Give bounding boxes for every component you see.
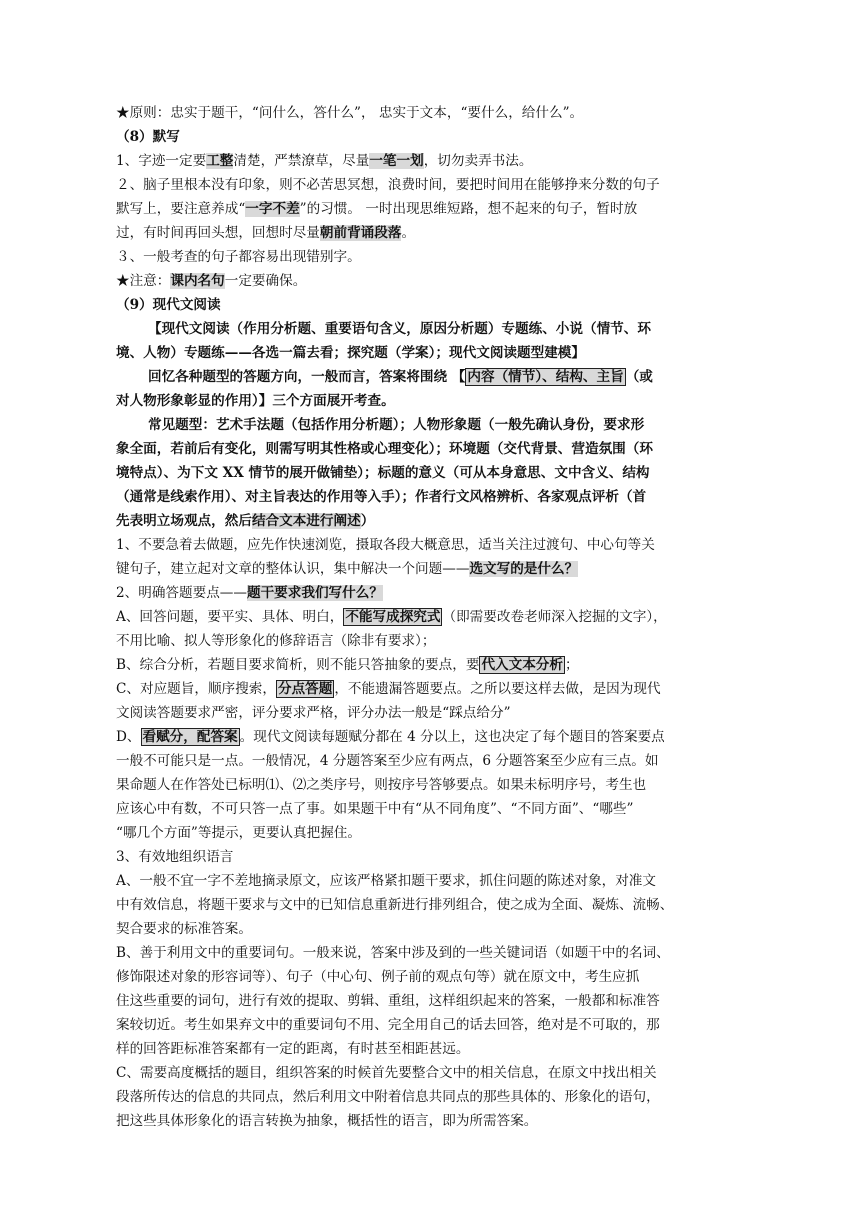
paragraph-line	[116, 175, 660, 195]
text: 【现代文阅读（作用分析题、重要语句含义，原因分析题）专题练、小说（情节、环	[148, 321, 651, 337]
section-9-heading	[116, 295, 221, 315]
paragraph-line	[148, 367, 653, 387]
text: A、回答问题，要平实、具体、明白，	[116, 609, 344, 625]
text: C、对应题旨，顺序搜索，	[116, 681, 276, 697]
paragraph-line	[116, 463, 650, 483]
text: 段落所传达的信息的共同点，然后利用文中附着信息共同点的那些具体的、形象化的语句，	[116, 1089, 660, 1105]
highlight-text: 题干要求我们写什么？	[247, 585, 383, 601]
note-line	[116, 271, 306, 291]
paragraph-line	[116, 775, 646, 795]
paragraph-line	[116, 679, 661, 699]
paragraph-line	[116, 703, 511, 723]
text: 一定要确保。	[224, 273, 307, 289]
boxed-text: 看赋分，配答案	[142, 729, 238, 745]
text: 。现代文阅读每题赋分都在 4 分以上，这也决定了每个题目的答案要点	[239, 729, 665, 745]
text: ３、一般考查的句子都容易出现错别字。	[116, 249, 361, 265]
text: （通常是线索作用）、对主旨表达的作用等入手）；作者行文风格辨析、各家观点评析（首	[116, 489, 647, 505]
paragraph-line	[116, 1015, 660, 1035]
text: ，不能遗漏答题要点。之所以要这样去做，是因为现代	[334, 681, 661, 697]
text: 契合要求的标准答案。	[116, 921, 252, 937]
text: 对人物形象彰显的作用）】三个方面展开考查。	[116, 393, 395, 409]
paragraph-line	[116, 583, 383, 603]
text: 果命题人在作答处已标明⑴、⑵之类序号，则按序号答够要点。如果未标明序号，考生也	[116, 777, 647, 793]
paragraph-line	[116, 391, 395, 411]
text: ”的习惯。 一时出现思维短路，想不起来的句子，暂时放	[299, 201, 638, 217]
paragraph-line	[116, 919, 252, 939]
boxed-text: 内容（情节）、结构、主旨	[467, 369, 624, 385]
text: ，切勿卖弄书法。	[423, 153, 533, 169]
text: 案较切近。考生如果弃文中的重要词句不用、完全用自己的话去回答，绝对是不可取的，那	[116, 1017, 660, 1033]
paragraph-line	[116, 655, 579, 675]
paragraph-line	[148, 415, 644, 435]
boxed-text: 分点答题	[277, 681, 333, 697]
paragraph-line	[116, 247, 361, 267]
paragraph-line	[116, 727, 665, 747]
text: C、需要高度概括的题目，组织答案的时候首先要整合文中的相关信息，在原文中找出相关	[116, 1065, 657, 1081]
paragraph-line	[116, 199, 637, 219]
paragraph-line	[116, 991, 660, 1011]
text: B、善于利用文中的重要词句。一般来说，答案中涉及到的一些关键词语（如题干中的名词、	[116, 945, 670, 961]
text: 过，有时间再回头想，回想时尽量	[116, 225, 320, 241]
text: ２、脑子里根本没有印象，则不必苦思冥想，浪费时间，要把时间用在能够挣来分数的句子	[116, 177, 660, 193]
paragraph-line	[116, 631, 435, 651]
highlight-text: 课内名句	[170, 273, 225, 289]
section-8-heading	[116, 127, 180, 147]
text: 境特点）、为下文 XX 情节的展开做铺垫）；标题的意义（可从本身意思、文中含义、结构	[116, 465, 650, 481]
paragraph-line	[116, 151, 532, 171]
text: D、	[116, 729, 141, 745]
text: 应该心中有数，不可只答一点了事。如果题干中有“从不同角度”、“不同方面”、“哪些”	[116, 801, 634, 817]
paragraph-line	[116, 847, 233, 867]
paragraph-line	[116, 223, 415, 243]
text: 文阅读答题要求严密，评分要求严格，评分办法一般是“踩点给分”	[116, 705, 511, 721]
text: （即需要改卷老师深入挖掘的文字），	[442, 609, 667, 625]
paragraph-line	[116, 823, 361, 843]
heading-text: （8）默写	[116, 129, 180, 145]
text: ；	[565, 657, 579, 673]
highlight-text: 朝前背诵段落	[319, 225, 402, 241]
paragraph-line	[116, 487, 646, 507]
text: 中有效信息，将题干要求与文中的已知信息重新进行排列组合，使之成为全面、凝炼、流畅、	[116, 897, 674, 913]
paragraph-line	[116, 1063, 657, 1083]
text: （或	[625, 369, 653, 385]
paragraph-line	[116, 943, 670, 963]
paragraph-line	[116, 1039, 469, 1059]
paragraph-line	[116, 607, 667, 627]
highlight-text: 选文写的是什么？	[469, 561, 579, 577]
highlight-text: 一字不差	[245, 201, 300, 217]
text: 1、字迹一定要	[116, 153, 207, 169]
paragraph-line	[116, 1087, 660, 1107]
highlight-text: 工整	[206, 153, 234, 169]
text: 默写上，要注意养成“	[116, 201, 246, 217]
paragraph-line	[116, 871, 656, 891]
text: 修饰限述对象的形容词等）、句子（中心句、例子前的观点句等）就在原文中，考生应抓	[116, 969, 640, 985]
boxed-text: 代入文本分析	[481, 657, 563, 673]
highlight-text: 一笔一划	[369, 153, 424, 169]
paragraph-line	[116, 799, 633, 819]
text: 常见题型：艺术手法题（包括作用分析题）；人物形象题（一般先确认身份，要求形	[148, 417, 645, 433]
paragraph-line	[116, 751, 659, 771]
text: 3、有效地组织语言	[116, 849, 234, 865]
paragraph-line	[116, 535, 655, 555]
paragraph-line	[116, 1111, 537, 1131]
text: 象全面，若前后有变化，则需写明其性格或心理变化）；环境题（交代背景、营造氛围（环	[116, 441, 653, 457]
paragraph-line	[116, 967, 639, 987]
text: 不用比喻、拟人等形象化的修辞语言（除非有要求）；	[116, 633, 436, 649]
text: 。	[401, 225, 416, 241]
text: 键句子，建立起对文章的整体认识，集中解决一个问题——	[116, 561, 470, 577]
text: 把这些具体形象化的语言转换为抽象，概括性的语言，即为所需答案。	[116, 1113, 538, 1129]
highlight-text: 结合文本进行阐述	[251, 513, 361, 529]
text: ）	[360, 513, 375, 529]
text: 一般不可能只是一点。一般情况，4 分题答案至少应有两点，6 分题答案至少应有三点。如	[116, 753, 659, 769]
paragraph-line	[116, 511, 374, 531]
paragraph-line	[148, 319, 651, 339]
text: 样的回答距标准答案都有一定的距离，有时甚至相距甚远。	[116, 1041, 470, 1057]
text: 住这些重要的词句，进行有效的提取、剪辑、重组，这样组织起来的答案，一般都和标准答	[116, 993, 660, 1009]
text: 先表明立场观点，然后	[116, 513, 252, 529]
text: ★原则：忠实于题干，“问什么，答什么”， 忠实于文本，“要什么，给什么”。	[116, 105, 584, 121]
text: A、一般不宜一字不差地摘录原文，应该严格紧扣题干要求，抓住问题的陈述对象，对准文	[116, 873, 656, 889]
paragraph-line	[116, 559, 578, 579]
text: 清楚，严禁潦草，尽量	[233, 153, 370, 169]
text: “哪几个方面”等提示，更要认真把握住。	[116, 825, 361, 841]
paragraph-line	[116, 439, 653, 459]
text: 回忆各种题型的答题方向，一般而言，答案将围绕 【	[148, 369, 466, 385]
text: 2、明确答题要点——	[116, 585, 247, 601]
principle-line	[116, 103, 583, 123]
boxed-text: 不能写成探究式	[345, 609, 441, 625]
text: 1、不要急着去做题，应先作快速浏览，摄取各段大概意思，适当关注过渡句、中心句等关	[116, 537, 655, 553]
heading-text: （9）现代文阅读	[116, 297, 221, 313]
text: ★注意：	[116, 273, 171, 289]
text: B、综合分析，若题目要求简析，则不能只答抽象的要点，要	[116, 657, 480, 673]
text: 境、人物）专题练——各选一篇去看；探究题（学案）；现代文阅读题型建模】	[116, 345, 585, 361]
paragraph-line	[116, 895, 673, 915]
paragraph-line	[116, 343, 585, 363]
